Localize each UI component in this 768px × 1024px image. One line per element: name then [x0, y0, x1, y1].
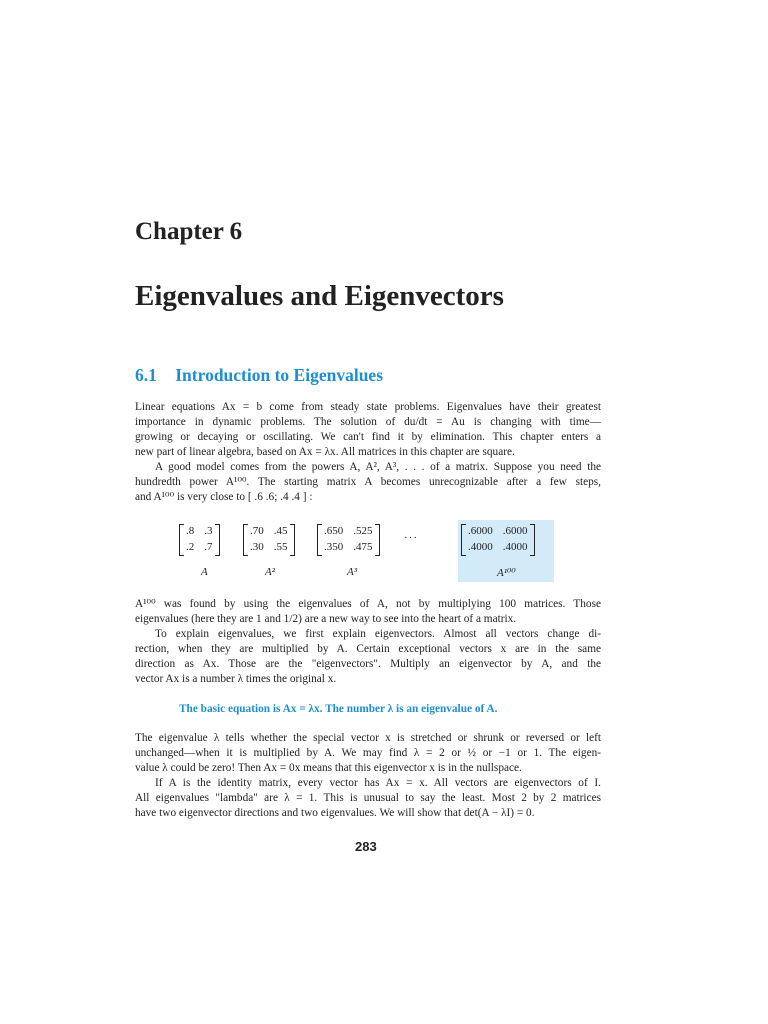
- basic-equation-callout: The basic equation is Ax = λx. The number λ is an eigenvalue of A.: [179, 703, 498, 715]
- matrix-cell: .525: [353, 525, 373, 537]
- paragraph-eigenvectors: [135, 627, 601, 687]
- page-number: 283: [355, 839, 377, 854]
- paragraph-a100: [135, 597, 601, 627]
- text-line: have two eigenvector directions and two eigenvalues. We will show that det(A − λI) = 0.: [135, 807, 535, 819]
- text-line: vector Ax is a number λ times the original x.: [135, 673, 337, 685]
- section-number: 6.1: [135, 365, 157, 385]
- paragraph-identity: [135, 776, 601, 821]
- section-title: Introduction to Eigenvalues: [175, 365, 384, 385]
- matrix-cells: [184, 524, 215, 556]
- text-line: A¹⁰⁰ was found by using the eigenvalues of A, not by multiplying 100 matrices. Those: [135, 598, 601, 610]
- matrix-cell: .8: [186, 525, 195, 537]
- paragraph-eigenvalue-lambda: [135, 731, 601, 776]
- paragraph-intro: [135, 400, 601, 460]
- chapter-title: Eigenvalues and Eigenvectors: [135, 280, 504, 312]
- matrix-cell: .350: [324, 541, 344, 553]
- matrix-cell: .55: [273, 541, 288, 553]
- matrix-cell: .70: [250, 525, 264, 537]
- matrix-label: A²: [265, 566, 276, 578]
- text-line: Linear equations Ax = b come from steady state problems. Eigenvalues have their greatest: [135, 401, 601, 413]
- text-line: growing or decaying or oscillating. We can't find it by elimination. This chapter enters a: [135, 431, 601, 443]
- matrix-label: A: [201, 566, 208, 578]
- text-line: new part of linear algebra, based on Ax = λx. All matrices in this chapter are square.: [135, 446, 515, 458]
- section-heading: [135, 365, 383, 386]
- matrix-cell: .650: [324, 525, 344, 537]
- text-line: value λ could be zero! Then Ax = 0x means that this eigenvector x is in the nullspace.: [135, 762, 522, 774]
- matrix-cell: .7: [204, 541, 213, 553]
- text-line: rection, when they are multiplied by A. Certain exceptional vectors x are in the same: [135, 643, 601, 655]
- chapter-number: Chapter 6: [135, 218, 243, 245]
- matrix-cells: [322, 524, 375, 556]
- text-line: eigenvalues (here they are 1 and 1/2) are a new way to see into the heart of a matrix.: [135, 613, 517, 625]
- paragraph-powers: [135, 460, 601, 505]
- text-line: unchanged—when it is multiplied by A. We may find λ = 2 or ½ or −1 or 1. The eigen-: [135, 747, 601, 759]
- matrix-a: [179, 524, 220, 556]
- ellipsis: ···: [404, 532, 418, 544]
- text-line: All eigenvalues "lambda" are λ = 1. This is unusual to say the least. Most 2 by 2 matrices: [135, 792, 601, 804]
- right-bracket: [290, 524, 295, 556]
- text-line: direction as Ax. Those are the "eigenvectors". Multiply an eigenvector by A, and the: [135, 658, 601, 670]
- matrix-label: A³: [347, 566, 358, 578]
- matrix-cell: .6000: [468, 525, 493, 537]
- text-line: importance in dynamic problems. The solution of du/dt = Au is changing with time—: [135, 416, 601, 428]
- right-bracket: [375, 524, 380, 556]
- matrix-cell: .4000: [502, 541, 528, 553]
- matrix-cell: .3: [204, 525, 213, 537]
- text-line: The eigenvalue λ tells whether the special vector x is stretched or shrunk or reversed or left: [135, 732, 601, 744]
- text-line: To explain eigenvalues, we first explain eigenvectors. Almost all vectors change di-: [155, 628, 601, 640]
- matrix-cell: .45: [273, 525, 288, 537]
- matrix-a-squared: [243, 524, 295, 556]
- matrix-cell: .30: [250, 541, 264, 553]
- right-bracket: [530, 524, 535, 556]
- text-line: hundredth power A¹⁰⁰. The starting matrix A becomes unrecognizable after a few steps,: [135, 476, 601, 488]
- matrix-cells: [248, 524, 290, 556]
- matrix-a-cubed: [317, 524, 380, 556]
- text-line: and A¹⁰⁰ is very close to [ .6 .6; .4 .4 ] :: [135, 491, 313, 503]
- matrix-a-100: [461, 524, 535, 556]
- matrix-cell: .4000: [468, 541, 493, 553]
- matrix-label: A¹⁰⁰: [497, 567, 516, 579]
- matrix-cell: .6000: [502, 525, 528, 537]
- right-bracket: [215, 524, 220, 556]
- matrix-cells: [466, 524, 530, 556]
- text-line: A good model comes from the powers A, A², A³, . . . of a matrix. Suppose you need the: [155, 461, 601, 473]
- matrix-powers-display: [135, 520, 601, 582]
- matrix-cell: .475: [353, 541, 373, 553]
- matrix-cell: .2: [186, 541, 195, 553]
- text-line: If A is the identity matrix, every vector has Ax = x. All vectors are eigenvectors of I.: [155, 777, 601, 789]
